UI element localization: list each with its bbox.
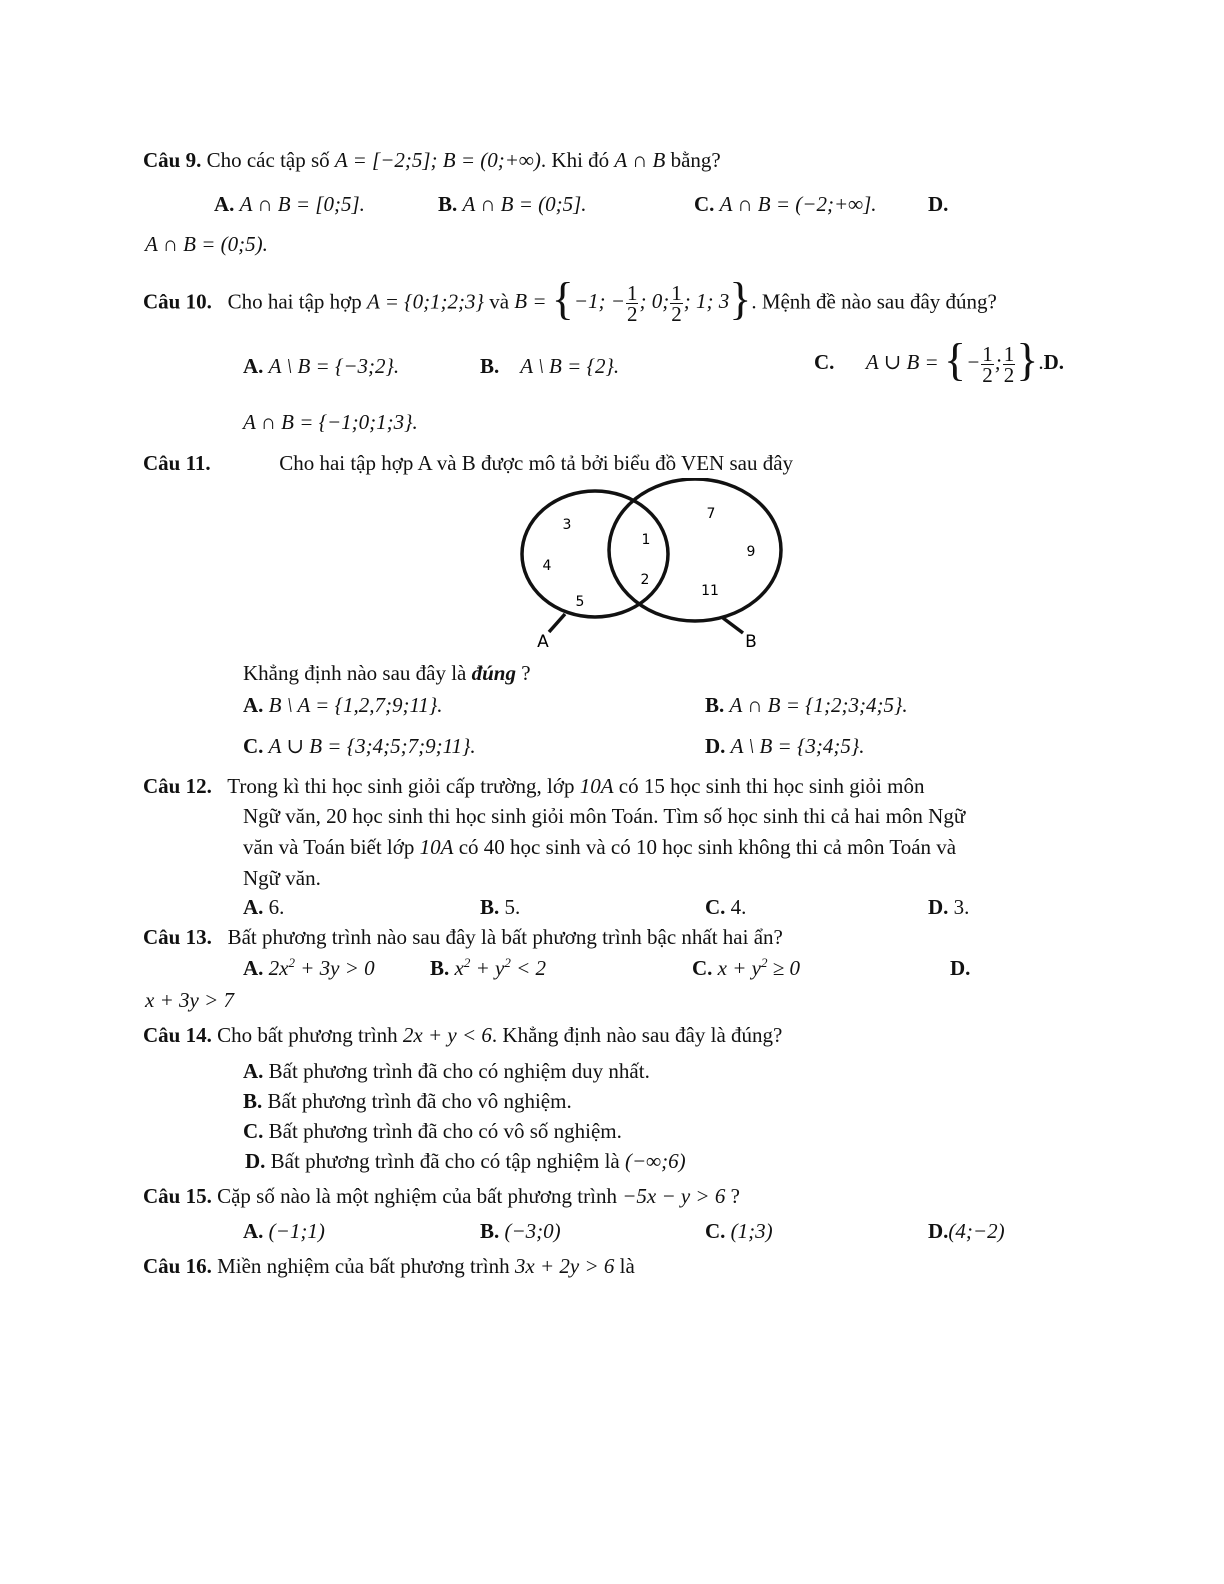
q14-option-d[interactable]: D. Bất phương trình đã cho có tập nghiệm là (−∞;6) bbox=[245, 1149, 686, 1173]
q16-stem: Câu 16. Miền nghiệm của bất phương trình 3x + 2y > 6 là bbox=[143, 1254, 635, 1278]
q12-stem-line3: văn và Toán biết lớp 10A có 40 học sinh và có 10 học sinh không thi cả môn Toán và bbox=[243, 835, 957, 859]
q9-option-c[interactable]: C. A ∩ B = (−2;+∞]. bbox=[694, 192, 877, 216]
venn-diagram bbox=[515, 478, 790, 653]
venn-label-a: A bbox=[537, 632, 549, 652]
venn-value: 2 bbox=[640, 572, 650, 588]
q9-stem-text2: . Khi đó bbox=[540, 148, 610, 172]
q15-label: Câu 15. bbox=[143, 1184, 212, 1208]
q11-option-b[interactable]: B. A ∩ B = {1;2;3;4;5}. bbox=[705, 693, 908, 717]
q13-label: Câu 13. bbox=[143, 925, 212, 949]
q14-option-a[interactable]: A. Bất phương trình đã cho có nghiệm duy nhất. bbox=[243, 1059, 650, 1083]
q15-option-c[interactable]: C. (1;3) bbox=[705, 1219, 773, 1243]
q13-option-d[interactable]: x + 3y > 7 bbox=[145, 988, 234, 1012]
q10-option-a[interactable]: A. A \ B = {−3;2}. bbox=[243, 354, 400, 378]
q15-option-d[interactable]: D.(4;−2) bbox=[928, 1219, 1005, 1243]
venn-value: 11 bbox=[701, 583, 719, 599]
q10-option-d-label[interactable]: D. bbox=[1043, 350, 1064, 374]
q9-expr: A ∩ B bbox=[614, 148, 666, 172]
q14-option-c[interactable]: C. Bất phương trình đã cho có vô số nghiệm. bbox=[243, 1119, 622, 1143]
venn-value: 9 bbox=[746, 544, 756, 560]
q12-option-b[interactable]: B. 5. bbox=[480, 895, 521, 919]
q12-option-a[interactable]: A. 6. bbox=[243, 895, 285, 919]
q13-stem: Câu 13. Bất phương trình nào sau đây là bất phương trình bậc nhất hai ẩn? bbox=[143, 925, 783, 949]
q9-stem-text3: bằng? bbox=[670, 148, 721, 172]
venn-value: 1 bbox=[641, 532, 651, 548]
venn-value: 3 bbox=[562, 517, 572, 533]
q9-stem bbox=[143, 147, 721, 173]
q10-option-b[interactable]: B. A \ B = {2}. bbox=[480, 354, 620, 378]
q13-option-a[interactable]: A. $2x^2 + 3y > 0$ bbox=[243, 955, 375, 980]
q12-option-c[interactable]: C. 4. bbox=[705, 895, 747, 919]
q11-ask: Khẳng định nào sau đây là đúng ? bbox=[243, 661, 531, 685]
venn-circle-a bbox=[522, 491, 668, 617]
q12-stem-line2: Ngữ văn, 20 học sinh thi học sinh giỏi môn Toán. Tìm số học sinh thi cả hai môn Ngữ bbox=[243, 804, 966, 828]
venn-value: 4 bbox=[542, 558, 552, 574]
q11-label: Câu 11. bbox=[143, 451, 211, 475]
q9-option-d-label[interactable]: D. bbox=[928, 192, 949, 216]
q10-option-d[interactable]: A ∩ B = {−1;0;1;3}. bbox=[243, 410, 418, 434]
q9-sets: A = [−2;5]; B = (0;+∞) bbox=[334, 148, 541, 172]
q10-option-c[interactable]: C. A ∪ B = {− $\frac{1}{2}$ ; $\frac{1}{2}$ }.D. bbox=[814, 334, 1064, 387]
q13-option-b[interactable]: B. $x^2 + y^2 < 2$ bbox=[430, 955, 547, 980]
q16-label: Câu 16. bbox=[143, 1254, 212, 1278]
q11-stem: Câu 11. Cho hai tập hợp A và B được mô tả bởi biểu đồ VEN sau đây bbox=[143, 451, 794, 475]
venn-value: 5 bbox=[575, 594, 585, 610]
q11-option-c[interactable]: C. A ∪ B = {3;4;5;7;9;11}. bbox=[243, 734, 476, 758]
q9-option-d[interactable]: A ∩ B = (0;5). bbox=[145, 232, 268, 256]
q14-option-b[interactable]: B. Bất phương trình đã cho vô nghiệm. bbox=[243, 1089, 572, 1113]
q15-option-a[interactable]: A. (−1;1) bbox=[243, 1219, 325, 1243]
q11-option-d[interactable]: D. A \ B = {3;4;5}. bbox=[705, 734, 865, 758]
venn-value: 7 bbox=[706, 506, 716, 522]
q10-set-a: A = {0;1;2;3} bbox=[367, 289, 484, 314]
q9-option-b[interactable]: B. A ∩ B = (0;5]. bbox=[438, 192, 587, 216]
q9-option-a[interactable]: A. A ∩ B = [0;5]. bbox=[214, 192, 365, 216]
q12-option-d[interactable]: D. 3. bbox=[928, 895, 970, 919]
q15-stem: Câu 15. Cặp số nào là một nghiệm của bất phương trình −5x − y > 6 ? bbox=[143, 1184, 740, 1208]
q12-stem-line4: Ngữ văn. bbox=[243, 866, 321, 890]
q10-label: Câu 10. bbox=[143, 289, 212, 314]
q15-option-b[interactable]: B. (−3;0) bbox=[480, 1219, 561, 1243]
q9-stem-text: Cho các tập số bbox=[206, 148, 330, 172]
q13-option-c[interactable]: C. $x + y^2 \ge 0$ bbox=[692, 955, 801, 980]
q12-label: Câu 12. bbox=[143, 774, 212, 798]
q12-stem-line1: Câu 12. Trong kì thi học sinh giỏi cấp trường, lớp 10A có 15 học sinh thi học sinh giỏi môn bbox=[143, 774, 925, 798]
q10-set-b: B = {−1; − $\frac{1}{2}$ ; 0; $\frac{1}{2}$ ; 1; 3} bbox=[514, 273, 752, 326]
q14-label: Câu 14. bbox=[143, 1023, 212, 1047]
q11-option-a[interactable]: A. B \ A = {1,2,7;9;11}. bbox=[243, 693, 443, 717]
q9-label: Câu 9. bbox=[143, 148, 202, 172]
q10-stem: Câu 10. Cho hai tập hợp A = {0;1;2;3} và B = {−1; − $\frac{1}{2}$ ; 0; $\frac{1}{2}$ ; 1; 3}. Mệnh đề nào sau đây đúng? bbox=[143, 273, 997, 326]
q13-option-d-label[interactable]: D. bbox=[950, 956, 971, 980]
venn-label-b: B bbox=[745, 632, 757, 652]
q14-stem: Câu 14. Cho bất phương trình 2x + y < 6. Khẳng định nào sau đây là đúng? bbox=[143, 1023, 783, 1047]
